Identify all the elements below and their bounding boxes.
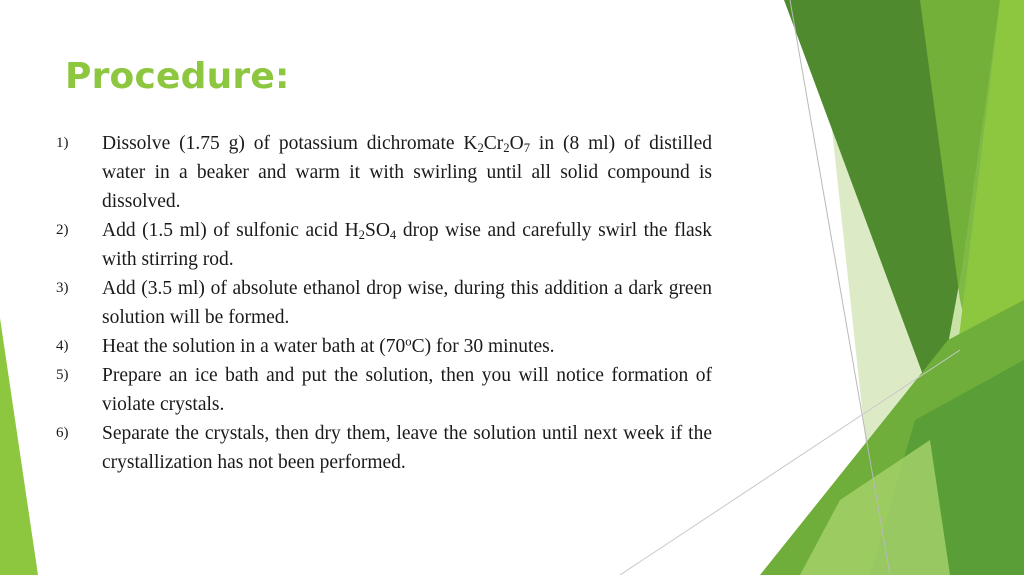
list-item bbox=[56, 419, 712, 477]
step-text: Dissolve (1.75 g) of potassium dichromate $K_2Cr_2O_7$ in (8 ml) of distilled water in a beaker and warm it with swirling until all solid compound is dissolved. bbox=[102, 133, 712, 212]
list-item bbox=[56, 129, 712, 216]
step-text: Heat the solution in a water bath at (70$^o$C) for 30 minutes. bbox=[102, 334, 555, 357]
step-number: 1) bbox=[56, 135, 69, 151]
step-number: 3) bbox=[56, 280, 69, 296]
left-edge-accent-shape bbox=[0, 318, 38, 575]
step-number: 4) bbox=[56, 338, 69, 354]
list-item bbox=[56, 216, 712, 274]
list-item bbox=[56, 274, 712, 332]
step-number: 6) bbox=[56, 425, 69, 441]
step-number: 2) bbox=[56, 222, 69, 238]
step-number: 5) bbox=[56, 367, 69, 383]
list-item bbox=[56, 332, 712, 361]
step-text: Separate the crystals, then dry them, leave the solution until next week if the crystallization has not been performed. bbox=[102, 423, 712, 473]
step-text: Prepare an ice bath and put the solution, then you will notice formation of violate crystals. bbox=[102, 365, 712, 415]
step-text: Add (1.5 ml) of sulfonic acid $H_2SO_4$ drop wise and carefully swirl the flask with stirring rod. bbox=[102, 220, 712, 270]
step-text: Add (3.5 ml) of absolute ethanol drop wise, during this addition a dark green solution will be formed. bbox=[102, 278, 712, 328]
list-item bbox=[56, 361, 712, 419]
slide-title: Procedure: bbox=[65, 56, 290, 97]
procedure-list bbox=[56, 129, 712, 477]
